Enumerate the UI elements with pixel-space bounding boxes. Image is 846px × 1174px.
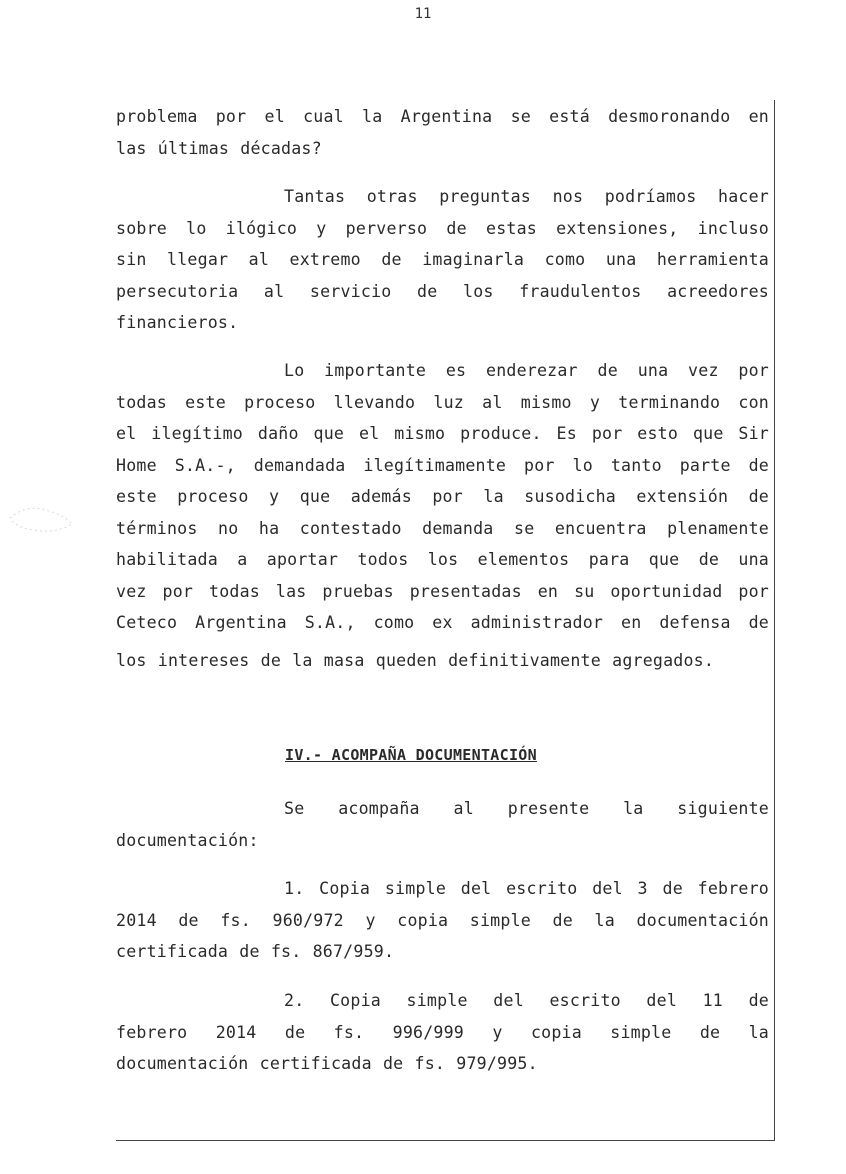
text-line: vez por todas las pruebas presentadas en su oportunidad por <box>116 581 769 601</box>
text-line: certificada de fs. 867/959. <box>116 942 395 961</box>
paragraph-1 <box>116 101 769 164</box>
text-line: documentación certificada de fs. 979/995. <box>116 1054 538 1073</box>
text-line: Home S.A.-, demandada ilegítimamente por lo tanto parte de <box>116 455 769 475</box>
text-line: el ilegítimo daño que el mismo produce. Es por esto que Sir <box>116 424 769 443</box>
text-line: financieros. <box>116 313 239 332</box>
text-line: Se acompaña al presente la siguiente <box>284 799 769 818</box>
text-line: habilitada a aportar todos los elementos para que de una <box>116 550 769 569</box>
paragraph-2 <box>116 181 769 339</box>
text-line: febrero 2014 de fs. 996/999 y copia simple de la <box>116 1022 769 1042</box>
text-line: Tantas otras preguntas nos podríamos hacer <box>284 187 769 206</box>
text-line: términos no ha contestado demanda se encuentra plenamente <box>116 518 769 538</box>
text-line: sin llegar al extremo de imaginarla como una herramienta <box>116 250 769 269</box>
right-margin-line <box>774 100 775 1140</box>
document-item-2 <box>116 985 769 1080</box>
text-line: persecutoria al servicio de los fraudulentos acreedores <box>116 281 769 301</box>
text-line: Lo importante es enderezar de una vez por <box>284 361 769 380</box>
text-line: sobre lo ilógico y perverso de estas extensiones, incluso <box>116 218 769 238</box>
text-line: Ceteco Argentina S.A., como ex administrador en defensa de <box>116 613 769 632</box>
document-item-1 <box>116 873 769 968</box>
text-line: todas este proceso llevando luz al mismo y terminando con <box>116 392 769 412</box>
scan-smudge-mark <box>6 498 76 538</box>
text-line: los intereses de la masa queden definitivamente agregados. <box>116 650 715 670</box>
text-line: este proceso y que además por la susodicha extensión de <box>116 487 769 506</box>
section-heading: IV.- ACOMPAÑA DOCUMENTACIÓN <box>285 746 537 764</box>
text-line: 1. Copia simple del escrito del 3 de febrero <box>284 879 769 898</box>
text-line: 2014 de fs. 960/972 y copia simple de la documentación <box>116 910 769 930</box>
text-line: problema por el cual la Argentina se está desmoronando en <box>116 107 769 126</box>
paragraph-3 <box>116 355 769 676</box>
text-line: documentación: <box>116 830 259 850</box>
page-number: 11 <box>414 6 432 22</box>
paragraph-4 <box>116 793 769 856</box>
bottom-margin-line <box>116 1140 775 1141</box>
text-line: 2. Copia simple del escrito del 11 de <box>284 991 769 1010</box>
text-line: las últimas décadas? <box>116 138 322 158</box>
